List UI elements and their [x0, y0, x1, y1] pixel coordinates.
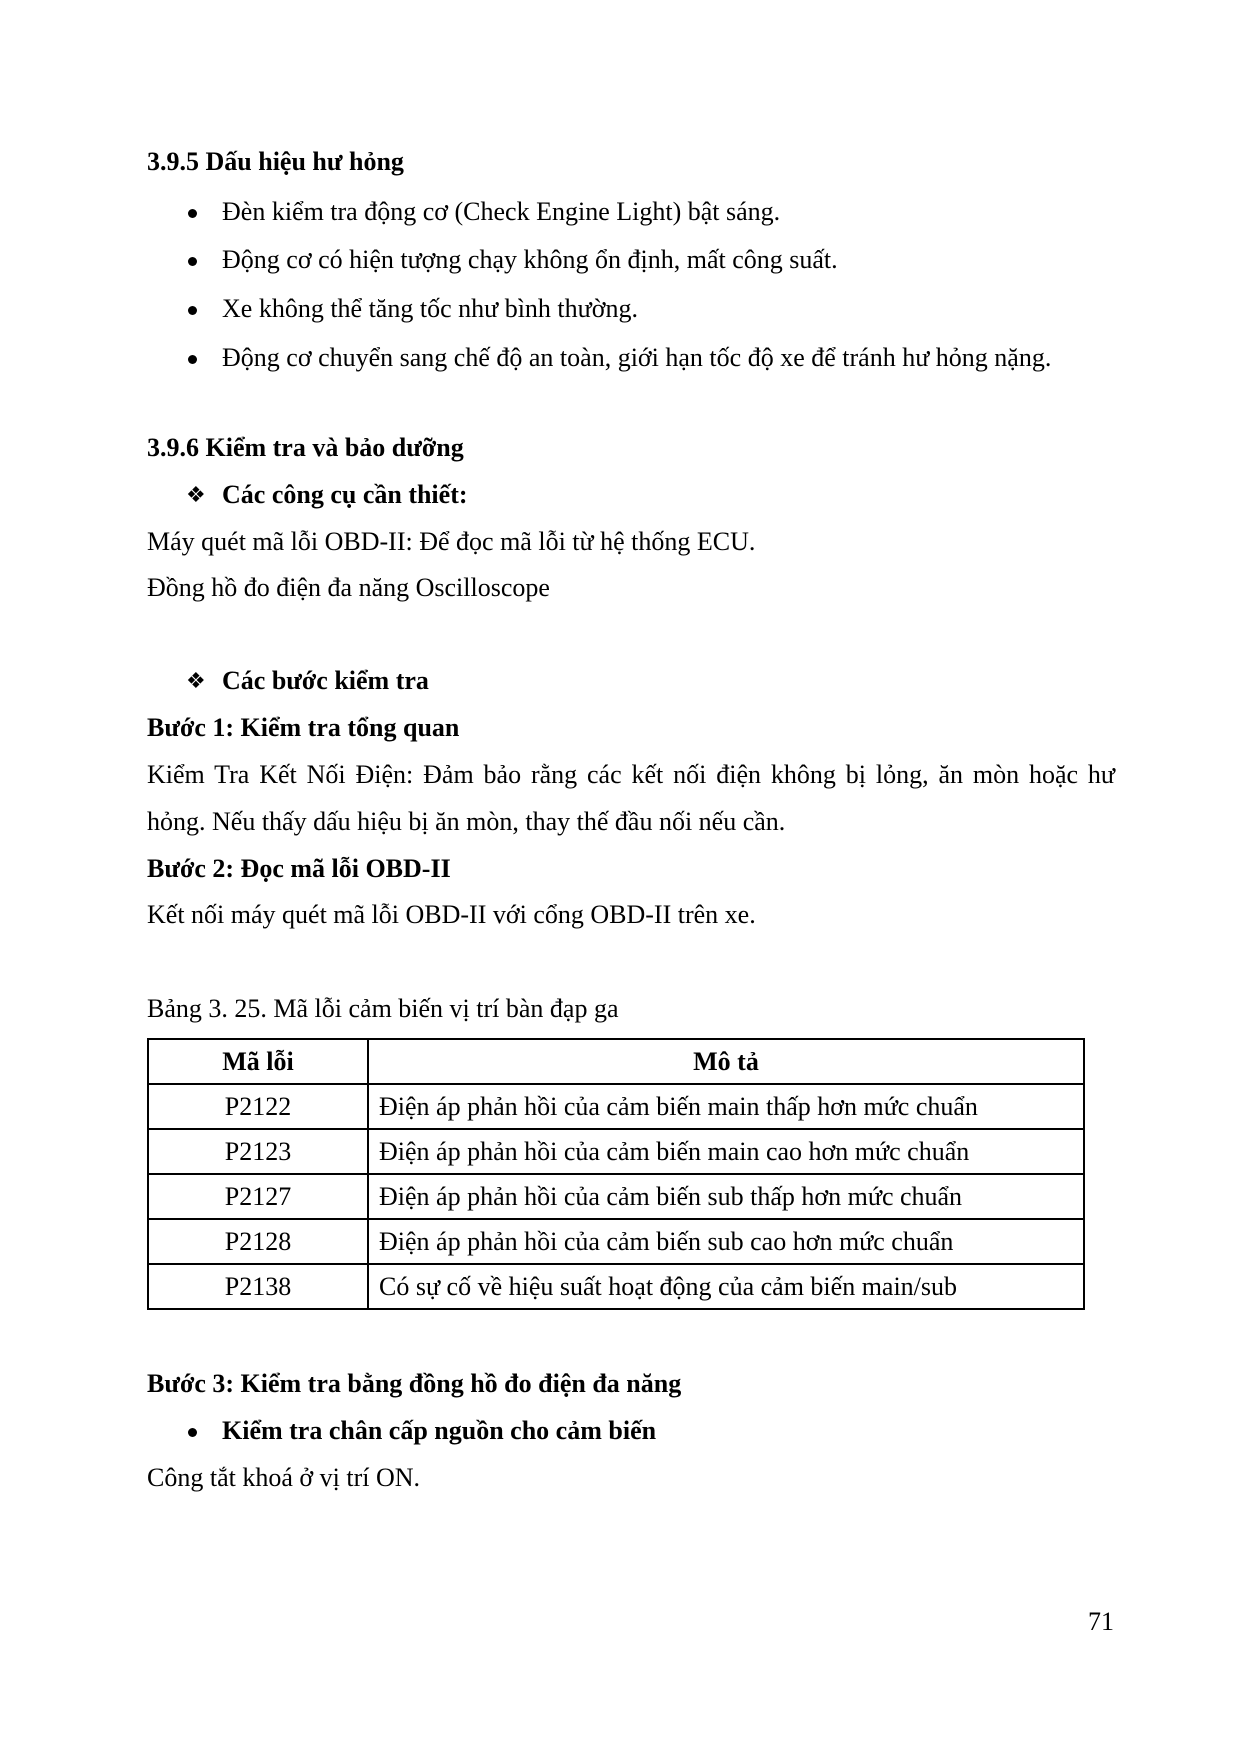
bullet-icon	[188, 257, 197, 266]
table-caption: Bảng 3. 25. Mã lỗi cảm biến vị trí bàn đạp ga	[147, 994, 619, 1023]
bullet-icon	[188, 355, 197, 364]
tool-item-2: Đồng hồ đo điện đa năng Oscilloscope	[147, 573, 550, 602]
step1-text-line1: Kiểm Tra Kết Nối Điện: Đảm bảo rằng các kết nối điện không bị lỏng, ăn mòn hoặc hư	[147, 760, 1115, 789]
section-396-heading: 3.9.6 Kiểm tra và bảo dưỡng	[147, 433, 464, 462]
table-row	[148, 1264, 1084, 1309]
bullet-icon	[188, 1428, 197, 1437]
diamond-bullet-icon: ❖	[186, 668, 206, 693]
symptom-item-1: Đèn kiểm tra động cơ (Check Engine Light) bật sáng.	[222, 197, 781, 226]
column-header-code: Mã lỗi	[148, 1039, 368, 1084]
error-code-cell: P2127	[148, 1174, 368, 1219]
description-cell: Điện áp phản hồi của cảm biến main thấp hơn mức chuẩn	[368, 1084, 1084, 1129]
description-cell: Điện áp phản hồi của cảm biến sub thấp hơn mức chuẩn	[368, 1174, 1084, 1219]
table-row	[148, 1129, 1084, 1174]
bullet-icon	[188, 306, 197, 315]
table-row	[148, 1219, 1084, 1264]
symptom-item-3: Xe không thể tăng tốc như bình thường.	[222, 294, 638, 323]
steps-heading: Các bước kiểm tra	[222, 666, 429, 695]
error-code-cell: P2128	[148, 1219, 368, 1264]
symptom-item-2: Động cơ có hiện tượng chạy không ổn định, mất công suất.	[222, 245, 838, 274]
step2-heading: Bước 2: Đọc mã lỗi OBD-II	[147, 854, 451, 883]
description-cell: Điện áp phản hồi của cảm biến sub cao hơn mức chuẩn	[368, 1219, 1084, 1264]
error-code-cell: P2123	[148, 1129, 368, 1174]
tool-item-1: Máy quét mã lỗi OBD-II: Để đọc mã lỗi từ hệ thống ECU.	[147, 527, 756, 556]
table-row	[148, 1084, 1084, 1129]
step1-text-line2: hỏng. Nếu thấy dấu hiệu bị ăn mòn, thay thế đầu nối nếu cần.	[147, 807, 786, 836]
section-395-heading: 3.9.5 Dấu hiệu hư hỏng	[147, 147, 404, 176]
error-code-cell: P2122	[148, 1084, 368, 1129]
symptom-item-4: Động cơ chuyển sang chế độ an toàn, giới hạn tốc độ xe để tránh hư hỏng nặng.	[222, 343, 1052, 372]
error-code-cell: P2138	[148, 1264, 368, 1309]
column-header-description: Mô tả	[368, 1039, 1084, 1084]
page-number: 71	[1088, 1607, 1114, 1636]
error-code-table	[147, 1038, 1085, 1310]
description-cell: Điện áp phản hồi của cảm biến main cao hơn mức chuẩn	[368, 1129, 1084, 1174]
step3-heading: Bước 3: Kiểm tra bằng đồng hồ đo điện đa năng	[147, 1369, 682, 1398]
step2-text: Kết nối máy quét mã lỗi OBD-II với cổng OBD-II trên xe.	[147, 900, 756, 929]
table-header-row	[148, 1039, 1084, 1084]
step3-text: Công tắt khoá ở vị trí ON.	[147, 1463, 420, 1492]
diamond-bullet-icon: ❖	[186, 482, 206, 507]
tools-heading: Các công cụ cần thiết:	[222, 480, 468, 509]
step3-bullet: Kiểm tra chân cấp nguồn cho cảm biến	[222, 1416, 657, 1445]
bullet-icon	[188, 209, 197, 218]
description-cell: Có sự cố về hiệu suất hoạt động của cảm biến main/sub	[368, 1264, 1084, 1309]
step1-heading: Bước 1: Kiểm tra tổng quan	[147, 713, 460, 742]
table-row	[148, 1174, 1084, 1219]
